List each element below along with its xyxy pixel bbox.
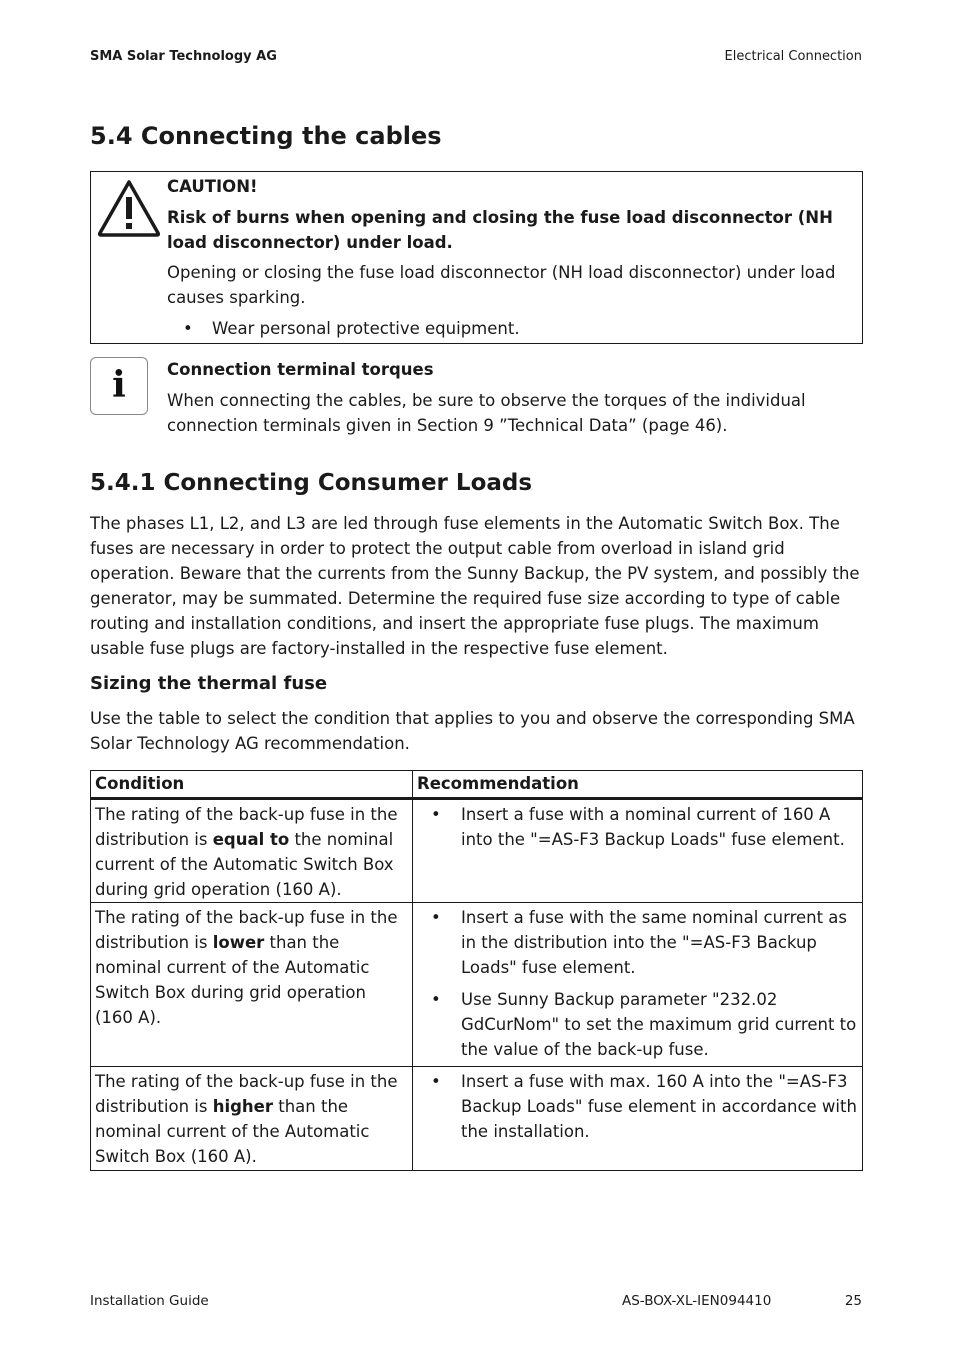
header-company: SMA Solar Technology AG	[90, 49, 277, 64]
footer-doc-code: AS-BOX-XL-IEN094410	[622, 1293, 772, 1309]
recommendation-text: Insert a fuse with the same nominal current as in the distribution into the "=AS-F3 Backup Loads" fuse element.	[461, 908, 848, 977]
fuse-table	[90, 770, 863, 1171]
recommendation-text: Insert a fuse with max. 160 A into the "=AS-F3 Backup Loads" fuse element in accordance with the installation.	[461, 1072, 857, 1141]
table-header-row	[91, 771, 863, 799]
bullet-dot: •	[431, 990, 441, 1009]
section-title: 5.4 Connecting the cables	[90, 122, 442, 150]
condition-text: The rating of the back-up fuse in the distribution is	[95, 805, 398, 849]
caution-bullet-text: Wear personal protective equipment.	[212, 319, 520, 338]
list-item	[417, 905, 858, 980]
header-recommendation: Recommendation	[413, 771, 863, 799]
info-body: When connecting the cables, be sure to observe the torques of the individual connection terminals given in Section 9 ”Technical Data” (page 46).	[167, 391, 806, 435]
recommendation-cell	[413, 799, 863, 903]
footer-doc-type: Installation Guide	[90, 1293, 209, 1309]
table-row	[91, 903, 863, 1067]
condition-cell	[91, 799, 413, 903]
info-icon	[90, 357, 148, 415]
caution-bullet	[167, 316, 857, 341]
subsection-title: 5.4.1 Connecting Consumer Loads	[90, 470, 533, 496]
warning-triangle-icon	[96, 178, 162, 238]
info-title: Connection terminal torques	[167, 360, 434, 379]
recommendation-text: Insert a fuse with a nominal current of 160 A into the "=AS-F3 Backup Loads" fuse element.	[461, 805, 845, 849]
caution-body: Opening or closing the fuse load disconnector (NH load disconnector) under load causes sparking.	[167, 263, 836, 307]
info-note	[167, 357, 867, 438]
recommendation-cell	[413, 1067, 863, 1171]
list-item	[417, 1069, 858, 1144]
header-condition: Condition	[91, 771, 413, 799]
bullet-dot: •	[183, 319, 193, 338]
condition-emphasis: equal to	[212, 830, 290, 849]
footer-page-number: 25	[844, 1293, 862, 1309]
condition-cell	[91, 903, 413, 1067]
caution-box	[90, 171, 863, 344]
subsection-intro: The phases L1, L2, and L3 are led through fuse elements in the Automatic Switch Box. The fuses are necessary in order to protect the output cable from overload in island grid operation. Beware that the currents from the Sunny Backup, the PV system, and possibly the generator, may be summated. Determine the required fuse size according to type of cable routing and installation conditions, and insert the appropriate fuse plugs. The maximum usable fuse plugs are factory-installed in the respective fuse element.	[90, 514, 860, 658]
condition-text: The rating of the back-up fuse in the distribution is	[95, 908, 398, 952]
recommendation-text: Use Sunny Backup parameter "232.02 GdCurNom" to set the maximum grid current to the value of the back-up fuse.	[461, 990, 857, 1059]
thermal-heading: Sizing the thermal fuse	[90, 673, 328, 694]
condition-text: the nominal current of the Automatic Switch Box during grid operation (160 A).	[95, 830, 394, 899]
condition-cell	[91, 1067, 413, 1171]
condition-text: The rating of the back-up fuse in the distribution is	[95, 1072, 398, 1116]
condition-text: than the nominal current of the Automatic Switch Box during grid operation (160 A).	[95, 933, 370, 1027]
recommendation-cell	[413, 903, 863, 1067]
caution-headline: Risk of burns when opening and closing the fuse load disconnector (NH load disconnector) under load.	[167, 208, 833, 252]
caution-label: CAUTION!	[167, 177, 258, 196]
condition-emphasis: higher	[212, 1097, 273, 1116]
bullet-dot: •	[431, 1072, 441, 1091]
bullet-dot: •	[431, 908, 441, 927]
condition-text: than the nominal current of the Automatic Switch Box (160 A).	[95, 1097, 370, 1166]
header-chapter: Electrical Connection	[724, 49, 862, 64]
table-row	[91, 1067, 863, 1171]
list-item	[417, 987, 858, 1062]
list-item	[417, 802, 858, 852]
bullet-dot: •	[431, 805, 441, 824]
thermal-intro: Use the table to select the condition that applies to you and observe the corresponding SMA Solar Technology AG recommendation.	[90, 709, 855, 753]
condition-emphasis: lower	[212, 933, 265, 952]
table-row	[91, 799, 863, 903]
info-icon-glyph: i	[112, 364, 126, 406]
